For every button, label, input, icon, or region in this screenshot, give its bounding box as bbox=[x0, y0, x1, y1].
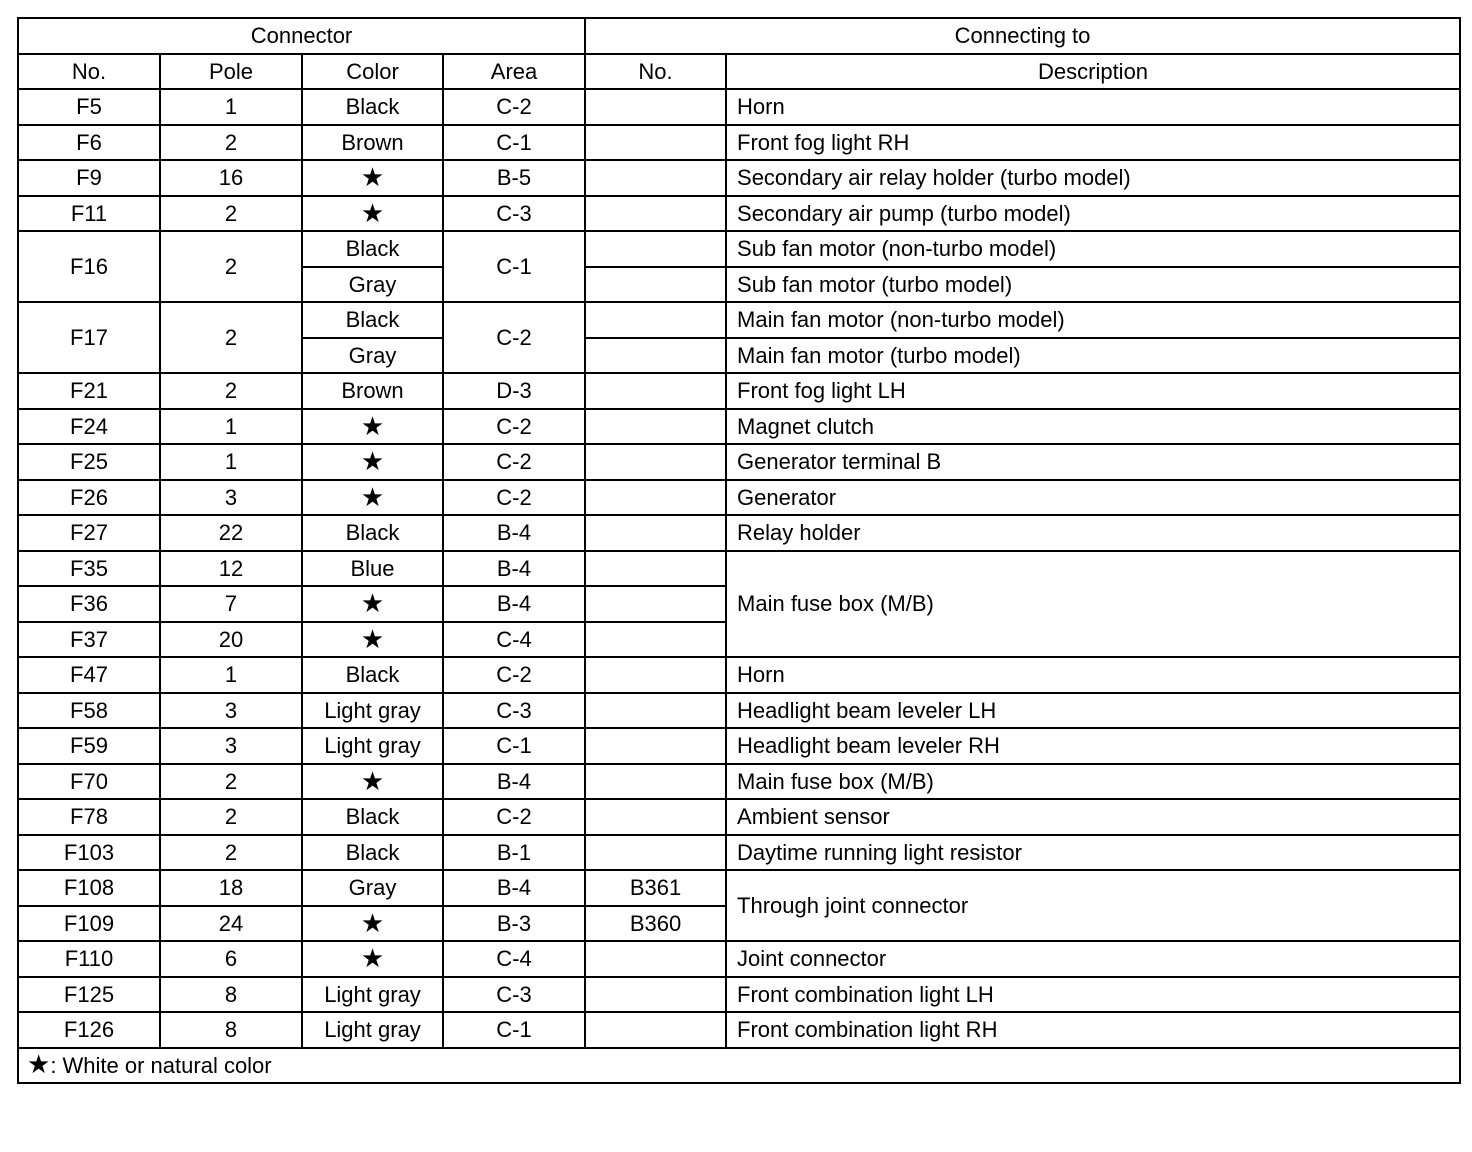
cell-area: C-3 bbox=[443, 693, 585, 729]
cell-pole: 3 bbox=[160, 693, 302, 729]
star-icon: ★ bbox=[27, 1048, 51, 1079]
table-row bbox=[18, 409, 1460, 445]
table-row bbox=[18, 1012, 1460, 1048]
cell-no: F108 bbox=[18, 870, 160, 906]
cell-to-no bbox=[585, 267, 726, 303]
cell-description: Headlight beam leveler LH bbox=[726, 693, 1460, 729]
cell-description: Relay holder bbox=[726, 515, 1460, 551]
cell-to-no bbox=[585, 480, 726, 516]
cell-to-no bbox=[585, 196, 726, 232]
cell-description: Generator terminal B bbox=[726, 444, 1460, 480]
cell-area: C-1 bbox=[443, 125, 585, 161]
cell-to-no bbox=[585, 373, 726, 409]
cell-to-no bbox=[585, 764, 726, 800]
star-icon: ★ bbox=[302, 444, 443, 480]
cell-color: Gray bbox=[302, 267, 443, 303]
star-icon: ★ bbox=[302, 764, 443, 800]
cell-pole: 1 bbox=[160, 89, 302, 125]
cell-to-no bbox=[585, 586, 726, 622]
cell-color: Black bbox=[302, 835, 443, 871]
cell-to-no bbox=[585, 799, 726, 835]
cell-description: Generator bbox=[726, 480, 1460, 516]
cell-no: F21 bbox=[18, 373, 160, 409]
cell-color: Light gray bbox=[302, 1012, 443, 1048]
cell-to-no: B361 bbox=[585, 870, 726, 906]
cell-no: F16 bbox=[18, 231, 160, 302]
cell-color: Black bbox=[302, 515, 443, 551]
cell-no: F26 bbox=[18, 480, 160, 516]
cell-no: F70 bbox=[18, 764, 160, 800]
star-icon: ★ bbox=[302, 196, 443, 232]
cell-color: Black bbox=[302, 302, 443, 338]
cell-description: Joint connector bbox=[726, 941, 1460, 977]
cell-to-no bbox=[585, 89, 726, 125]
cell-no: F24 bbox=[18, 409, 160, 445]
cell-description: Main fan motor (non-turbo model) bbox=[726, 302, 1460, 338]
cell-no: F6 bbox=[18, 125, 160, 161]
cell-pole: 1 bbox=[160, 657, 302, 693]
cell-to-no bbox=[585, 338, 726, 374]
cell-color: Light gray bbox=[302, 693, 443, 729]
cell-area: C-3 bbox=[443, 196, 585, 232]
cell-pole: 8 bbox=[160, 1012, 302, 1048]
cell-area: C-4 bbox=[443, 941, 585, 977]
cell-description: Front fog light LH bbox=[726, 373, 1460, 409]
cell-description: Sub fan motor (turbo model) bbox=[726, 267, 1460, 303]
table-row bbox=[18, 231, 1460, 267]
cell-pole: 3 bbox=[160, 728, 302, 764]
cell-pole: 2 bbox=[160, 373, 302, 409]
cell-description: Sub fan motor (non-turbo model) bbox=[726, 231, 1460, 267]
cell-description: Main fuse box (M/B) bbox=[726, 551, 1460, 658]
cell-area: C-2 bbox=[443, 657, 585, 693]
header-no: No. bbox=[18, 54, 160, 90]
cell-to-no bbox=[585, 551, 726, 587]
cell-color: Gray bbox=[302, 870, 443, 906]
cell-description: Through joint connector bbox=[726, 870, 1460, 941]
cell-description: Horn bbox=[726, 657, 1460, 693]
cell-to-no bbox=[585, 977, 726, 1013]
cell-no: F78 bbox=[18, 799, 160, 835]
cell-area: B-3 bbox=[443, 906, 585, 942]
cell-no: F103 bbox=[18, 835, 160, 871]
star-icon: ★ bbox=[302, 622, 443, 658]
cell-to-no bbox=[585, 409, 726, 445]
cell-description: Magnet clutch bbox=[726, 409, 1460, 445]
cell-color: Black bbox=[302, 799, 443, 835]
cell-area: C-1 bbox=[443, 728, 585, 764]
cell-area: B-4 bbox=[443, 515, 585, 551]
cell-pole: 18 bbox=[160, 870, 302, 906]
cell-description: Main fan motor (turbo model) bbox=[726, 338, 1460, 374]
cell-to-no bbox=[585, 515, 726, 551]
table-row bbox=[18, 870, 1460, 906]
cell-area: B-4 bbox=[443, 586, 585, 622]
star-icon: ★ bbox=[302, 409, 443, 445]
cell-area: C-2 bbox=[443, 89, 585, 125]
legend-row bbox=[18, 1048, 1460, 1084]
cell-no: F126 bbox=[18, 1012, 160, 1048]
header-to-no: No. bbox=[585, 54, 726, 90]
cell-area: C-3 bbox=[443, 977, 585, 1013]
table-row bbox=[18, 693, 1460, 729]
cell-no: F17 bbox=[18, 302, 160, 373]
cell-no: F9 bbox=[18, 160, 160, 196]
cell-pole: 1 bbox=[160, 444, 302, 480]
cell-pole: 6 bbox=[160, 941, 302, 977]
header-description: Description bbox=[726, 54, 1460, 90]
table-row bbox=[18, 125, 1460, 161]
cell-description: Ambient sensor bbox=[726, 799, 1460, 835]
header-area: Area bbox=[443, 54, 585, 90]
cell-description: Secondary air relay holder (turbo model) bbox=[726, 160, 1460, 196]
cell-area: B-4 bbox=[443, 764, 585, 800]
legend bbox=[18, 1048, 1460, 1084]
cell-pole: 1 bbox=[160, 409, 302, 445]
star-icon: ★ bbox=[302, 906, 443, 942]
cell-no: F35 bbox=[18, 551, 160, 587]
cell-to-no bbox=[585, 657, 726, 693]
header-pole: Pole bbox=[160, 54, 302, 90]
cell-pole: 2 bbox=[160, 302, 302, 373]
table-row bbox=[18, 764, 1460, 800]
cell-area: C-1 bbox=[443, 231, 585, 302]
cell-to-no bbox=[585, 125, 726, 161]
table-row bbox=[18, 89, 1460, 125]
table-row bbox=[18, 799, 1460, 835]
table-row bbox=[18, 551, 1460, 587]
table-row bbox=[18, 728, 1460, 764]
table-row bbox=[18, 444, 1460, 480]
cell-pole: 7 bbox=[160, 586, 302, 622]
cell-description: Headlight beam leveler RH bbox=[726, 728, 1460, 764]
table-row bbox=[18, 657, 1460, 693]
cell-description: Front combination light LH bbox=[726, 977, 1460, 1013]
cell-to-no bbox=[585, 1012, 726, 1048]
cell-no: F59 bbox=[18, 728, 160, 764]
cell-to-no bbox=[585, 835, 726, 871]
header-color: Color bbox=[302, 54, 443, 90]
cell-description: Daytime running light resistor bbox=[726, 835, 1460, 871]
cell-area: B-1 bbox=[443, 835, 585, 871]
cell-no: F11 bbox=[18, 196, 160, 232]
cell-area: C-2 bbox=[443, 444, 585, 480]
header-connecting-to: Connecting to bbox=[585, 18, 1460, 54]
table-row bbox=[18, 941, 1460, 977]
cell-to-no bbox=[585, 302, 726, 338]
cell-to-no: B360 bbox=[585, 906, 726, 942]
cell-area: D-3 bbox=[443, 373, 585, 409]
star-icon: ★ bbox=[302, 480, 443, 516]
cell-area: C-2 bbox=[443, 480, 585, 516]
cell-no: F5 bbox=[18, 89, 160, 125]
cell-pole: 20 bbox=[160, 622, 302, 658]
cell-pole: 2 bbox=[160, 231, 302, 302]
star-icon: ★ bbox=[302, 160, 443, 196]
connector-table bbox=[17, 17, 1461, 1084]
table-row bbox=[18, 196, 1460, 232]
cell-no: F125 bbox=[18, 977, 160, 1013]
table-row bbox=[18, 160, 1460, 196]
table-row bbox=[18, 302, 1460, 338]
table-row bbox=[18, 835, 1460, 871]
cell-no: F37 bbox=[18, 622, 160, 658]
cell-area: B-5 bbox=[443, 160, 585, 196]
cell-no: F110 bbox=[18, 941, 160, 977]
cell-pole: 24 bbox=[160, 906, 302, 942]
cell-to-no bbox=[585, 941, 726, 977]
cell-area: C-2 bbox=[443, 409, 585, 445]
cell-color: Gray bbox=[302, 338, 443, 374]
cell-color: Black bbox=[302, 231, 443, 267]
cell-pole: 2 bbox=[160, 764, 302, 800]
cell-description: Main fuse box (M/B) bbox=[726, 764, 1460, 800]
cell-description: Front fog light RH bbox=[726, 125, 1460, 161]
cell-no: F27 bbox=[18, 515, 160, 551]
cell-color: Brown bbox=[302, 373, 443, 409]
cell-pole: 22 bbox=[160, 515, 302, 551]
cell-to-no bbox=[585, 444, 726, 480]
header-connector: Connector bbox=[18, 18, 585, 54]
cell-no: F25 bbox=[18, 444, 160, 480]
cell-pole: 2 bbox=[160, 196, 302, 232]
cell-description: Front combination light RH bbox=[726, 1012, 1460, 1048]
cell-description: Secondary air pump (turbo model) bbox=[726, 196, 1460, 232]
cell-area: B-4 bbox=[443, 551, 585, 587]
cell-area: C-2 bbox=[443, 799, 585, 835]
legend-text: : White or natural color bbox=[50, 1052, 272, 1078]
cell-pole: 12 bbox=[160, 551, 302, 587]
cell-area: C-2 bbox=[443, 302, 585, 373]
cell-no: F58 bbox=[18, 693, 160, 729]
cell-pole: 8 bbox=[160, 977, 302, 1013]
cell-to-no bbox=[585, 160, 726, 196]
cell-to-no bbox=[585, 231, 726, 267]
table-row bbox=[18, 373, 1460, 409]
table-row bbox=[18, 977, 1460, 1013]
cell-pole: 3 bbox=[160, 480, 302, 516]
star-icon: ★ bbox=[302, 941, 443, 977]
cell-pole: 2 bbox=[160, 799, 302, 835]
cell-color: Light gray bbox=[302, 977, 443, 1013]
cell-no: F47 bbox=[18, 657, 160, 693]
cell-pole: 16 bbox=[160, 160, 302, 196]
cell-color: Brown bbox=[302, 125, 443, 161]
cell-area: C-1 bbox=[443, 1012, 585, 1048]
cell-color: Light gray bbox=[302, 728, 443, 764]
group-header-row bbox=[18, 18, 1460, 54]
table-row bbox=[18, 515, 1460, 551]
cell-no: F109 bbox=[18, 906, 160, 942]
cell-area: C-4 bbox=[443, 622, 585, 658]
cell-color: Black bbox=[302, 657, 443, 693]
cell-pole: 2 bbox=[160, 835, 302, 871]
cell-to-no bbox=[585, 693, 726, 729]
star-icon: ★ bbox=[302, 586, 443, 622]
cell-pole: 2 bbox=[160, 125, 302, 161]
cell-description: Horn bbox=[726, 89, 1460, 125]
cell-color: Black bbox=[302, 89, 443, 125]
column-header-row bbox=[18, 54, 1460, 90]
cell-to-no bbox=[585, 728, 726, 764]
cell-to-no bbox=[585, 622, 726, 658]
cell-no: F36 bbox=[18, 586, 160, 622]
cell-area: B-4 bbox=[443, 870, 585, 906]
cell-color: Blue bbox=[302, 551, 443, 587]
table-row bbox=[18, 480, 1460, 516]
